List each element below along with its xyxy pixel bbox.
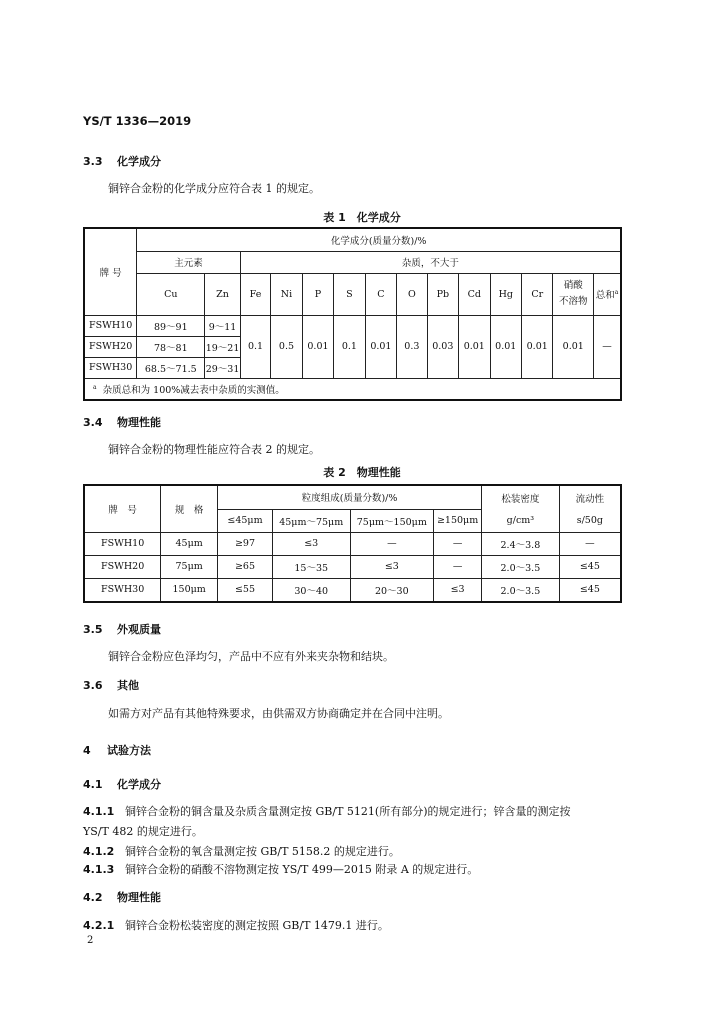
brand-cell: FSWH30 <box>84 578 161 602</box>
chemical-composition-table <box>83 227 622 401</box>
cd-value: 0.01 <box>459 315 490 378</box>
clause-4-1-1-continued: YS/T 482 的规定进行。 <box>83 825 203 838</box>
spec-cell: 45μm <box>161 532 218 555</box>
size-col-under-45: ≤45μm <box>218 509 273 532</box>
section-title: 化学成分 <box>117 778 161 791</box>
section-number: 3.5 <box>83 623 103 636</box>
col-hg: Hg <box>490 273 521 315</box>
s-value: 0.1 <box>334 315 365 378</box>
clause-number: 4.1.3 <box>83 863 115 876</box>
col-ni: Ni <box>271 273 302 315</box>
section-title: 物理性能 <box>117 416 161 429</box>
size-cell: — <box>350 532 434 555</box>
section-3-5-heading <box>83 621 161 637</box>
table-row <box>84 555 621 578</box>
cu-cell: 89～91 <box>137 315 205 336</box>
section-3-3-text: 铜锌合金粉的化学成分应符合表 1 的规定。 <box>108 182 320 195</box>
table1-footnote <box>84 378 621 400</box>
section-3-6-text: 如需方对产品有其他特殊要求，由供需双方协商确定并在合同中注明。 <box>108 707 449 720</box>
size-cell: 15～35 <box>272 555 350 578</box>
col-o: O <box>397 273 427 315</box>
brand-cell: FSWH10 <box>84 532 161 555</box>
table-row <box>84 578 621 602</box>
section-3-6-heading <box>83 677 139 693</box>
flow-cell: — <box>559 532 621 555</box>
clause-number: 4.2.1 <box>83 919 115 932</box>
cu-cell: 68.5～71.5 <box>137 357 205 378</box>
clause-4-1-2 <box>83 843 400 859</box>
section-number: 3.4 <box>83 416 103 429</box>
brand-header: 牌 号 <box>84 228 137 315</box>
col-nitric-line2: 不溶物 <box>558 296 588 307</box>
table-row <box>84 315 621 336</box>
section-3-4-heading <box>83 414 161 430</box>
clause-text: 铜锌合金粉的氧含量测定按 GB/T 5158.2 的规定进行。 <box>125 845 400 858</box>
zn-cell: 29～31 <box>205 357 241 378</box>
ni-value: 0.5 <box>271 315 302 378</box>
section-title: 外观质量 <box>117 623 161 636</box>
fe-value: 0.1 <box>240 315 270 378</box>
col-total-label: 总和 <box>595 290 615 301</box>
col-nitric-line1: 硝酸 <box>563 280 583 291</box>
impurity-header: 杂质，不大于 <box>240 251 621 273</box>
col-fe: Fe <box>240 273 270 315</box>
total-value: — <box>594 315 621 378</box>
clause-number: 4.1.2 <box>83 845 115 858</box>
section-title: 物理性能 <box>117 891 161 904</box>
col-cu: Cu <box>137 273 205 315</box>
section-4-heading <box>83 742 151 758</box>
section-number: 4.1 <box>83 778 103 791</box>
table1-caption: 表 1 化学成分 <box>323 211 401 224</box>
brand-cell: FSWH20 <box>84 336 137 357</box>
nitric-insoluble-value: 0.01 <box>553 315 594 378</box>
footnote-mark: a <box>93 383 97 391</box>
flow-cell: ≤45 <box>559 555 621 578</box>
clause-4-1-1 <box>83 803 570 819</box>
spec-cell: 150μm <box>161 578 218 602</box>
zn-cell: 9～11 <box>205 315 241 336</box>
section-3-5-text: 铜锌合金粉应色泽均匀，产品中不应有外来夹杂物和结块。 <box>108 650 394 663</box>
col-p: P <box>302 273 333 315</box>
size-cell: ≥97 <box>218 532 273 555</box>
size-cell: ≤55 <box>218 578 273 602</box>
flow-cell: ≤45 <box>559 578 621 602</box>
size-col-75-150: 75μm～150μm <box>350 509 434 532</box>
brand-header: 牌 号 <box>84 485 161 532</box>
section-title: 其他 <box>117 679 139 692</box>
section-4-1-heading <box>83 776 161 792</box>
col-nitric-insoluble <box>553 273 594 315</box>
section-number: 4.2 <box>83 891 103 904</box>
physical-properties-table <box>83 484 622 603</box>
size-cell: 30～40 <box>272 578 350 602</box>
section-number: 3.6 <box>83 679 103 692</box>
col-c: C <box>365 273 396 315</box>
size-cell: ≥65 <box>218 555 273 578</box>
bulk-density-unit: g/cm³ <box>482 509 560 532</box>
hg-value: 0.01 <box>490 315 521 378</box>
section-title: 试验方法 <box>107 744 151 757</box>
col-cd: Cd <box>459 273 490 315</box>
c-value: 0.01 <box>365 315 396 378</box>
size-cell: — <box>434 532 482 555</box>
size-cell: 20～30 <box>350 578 434 602</box>
density-cell: 2.0～3.5 <box>482 555 560 578</box>
size-cell: ≤3 <box>272 532 350 555</box>
page-number: 2 <box>87 935 94 946</box>
section-title: 化学成分 <box>117 155 161 168</box>
standard-number: YS/T 1336—2019 <box>83 114 192 128</box>
section-number: 4 <box>83 744 91 757</box>
col-total-footnote-mark: a <box>614 288 619 296</box>
composition-group-header: 化学成分(质量分数)/% <box>137 228 621 251</box>
clause-4-1-3 <box>83 861 478 877</box>
flowability-unit: s/50g <box>559 509 621 532</box>
particle-size-group-header: 粒度组成(质量分数)/% <box>218 485 482 509</box>
zn-cell: 19～21 <box>205 336 241 357</box>
col-s: S <box>334 273 365 315</box>
col-zn: Zn <box>205 273 241 315</box>
clause-4-2-1 <box>83 917 389 933</box>
brand-cell: FSWH10 <box>84 315 137 336</box>
p-value: 0.01 <box>302 315 333 378</box>
spec-header: 规 格 <box>161 485 218 532</box>
spec-cell: 75μm <box>161 555 218 578</box>
o-value: 0.3 <box>397 315 427 378</box>
flowability-header: 流动性 <box>559 485 621 509</box>
size-cell: ≤3 <box>434 578 482 602</box>
size-col-45-75: 45μm～75μm <box>272 509 350 532</box>
clause-text: 铜锌合金粉的硝酸不溶物测定按 YS/T 499—2015 附录 A 的规定进行。 <box>125 863 479 876</box>
main-element-header: 主元素 <box>137 251 241 273</box>
section-number: 3.3 <box>83 155 103 168</box>
table2-caption: 表 2 物理性能 <box>323 466 401 479</box>
size-cell: ≤3 <box>350 555 434 578</box>
col-pb: Pb <box>427 273 458 315</box>
col-total <box>594 273 621 315</box>
clause-number: 4.1.1 <box>83 805 115 818</box>
section-4-2-heading <box>83 889 161 905</box>
size-col-over-150: ≥150μm <box>434 509 482 532</box>
col-cr: Cr <box>521 273 552 315</box>
cu-cell: 78～81 <box>137 336 205 357</box>
footnote-text: 杂质总和为 100%减去表中杂质的实测值。 <box>102 384 285 396</box>
density-cell: 2.4～3.8 <box>482 532 560 555</box>
cr-value: 0.01 <box>521 315 552 378</box>
table-row <box>84 532 621 555</box>
section-3-4-text: 铜锌合金粉的物理性能应符合表 2 的规定。 <box>108 443 320 456</box>
brand-cell: FSWH20 <box>84 555 161 578</box>
size-cell: — <box>434 555 482 578</box>
bulk-density-header: 松装密度 <box>482 485 560 509</box>
clause-text: 铜锌合金粉的铜含量及杂质含量测定按 GB/T 5121(所有部分)的规定进行；锌含量的测定按 <box>125 805 571 818</box>
clause-text: 铜锌合金粉松装密度的测定按照 GB/T 1479.1 进行。 <box>125 919 389 932</box>
pb-value: 0.03 <box>427 315 458 378</box>
section-3-3-heading <box>83 153 161 169</box>
density-cell: 2.0～3.5 <box>482 578 560 602</box>
brand-cell: FSWH30 <box>84 357 137 378</box>
